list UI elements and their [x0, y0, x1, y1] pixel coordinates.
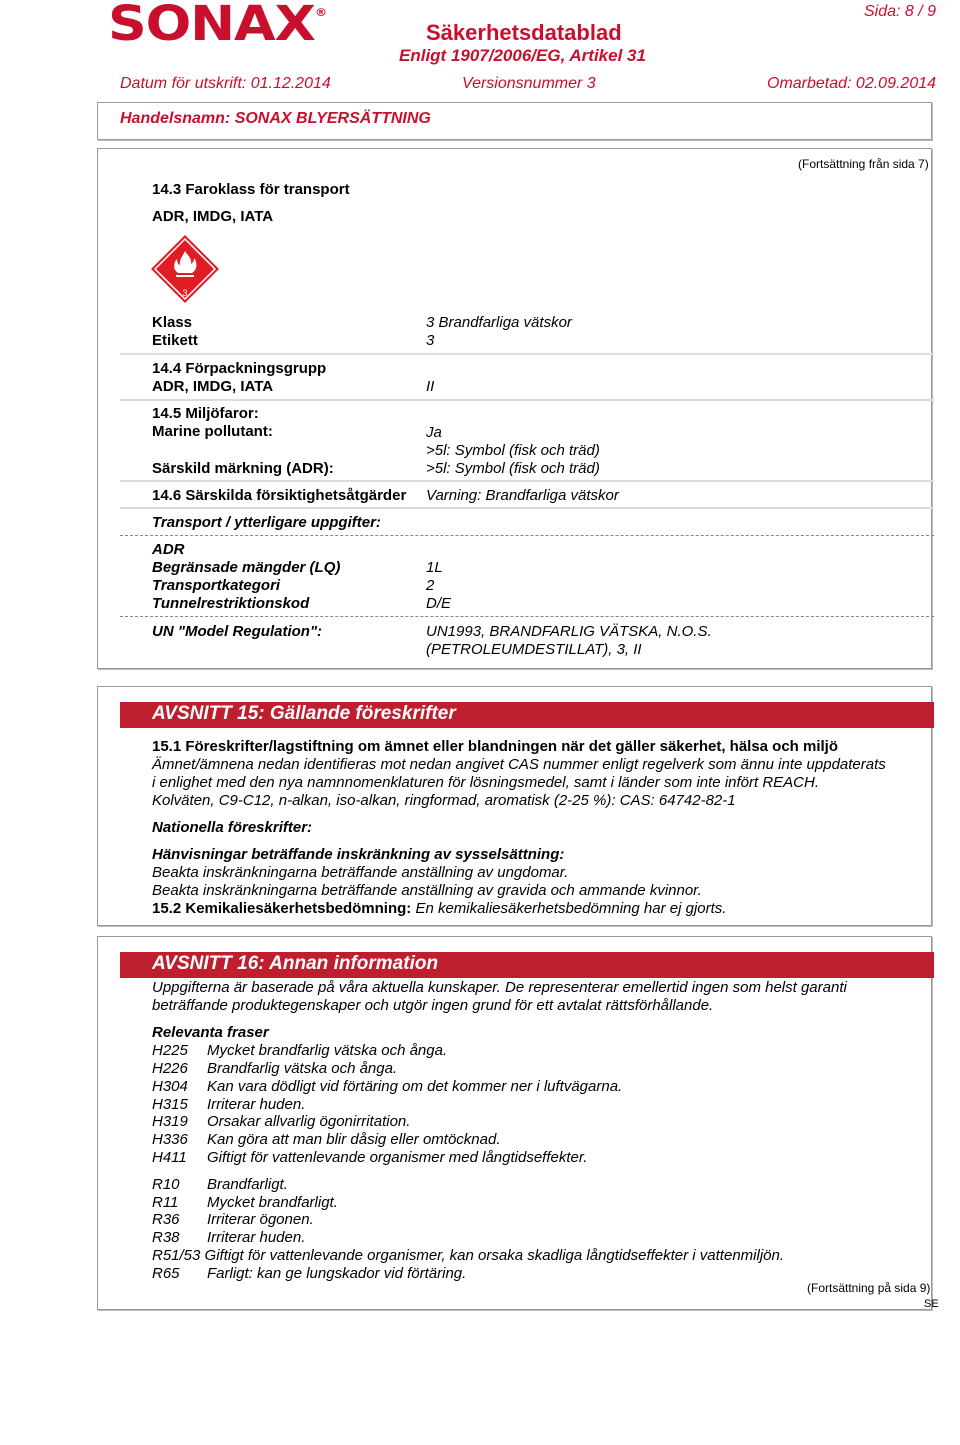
h-phrase-code: H304 — [152, 1078, 188, 1095]
h-phrase-code: H411 — [152, 1149, 187, 1166]
marine-pollutant-value: Ja — [426, 424, 442, 441]
r-phrase-code: R11 — [152, 1194, 179, 1211]
h-phrase-text: Kan göra att man blir dåsig eller omtöcknad. — [207, 1131, 501, 1148]
transport-category-value: 2 — [426, 577, 435, 594]
h-phrase-text: Orsakar allvarlig ögonirritation. — [207, 1113, 411, 1130]
etikett-label: Etikett — [152, 332, 198, 349]
h-phrase-code: H225 — [152, 1042, 188, 1059]
lq-value: 1L — [426, 559, 443, 576]
continued-to: (Fortsättning på sida 9) — [807, 1281, 931, 1295]
heading-14-5: 14.5 Miljöfaror: — [152, 405, 259, 422]
r-phrase-code: R65 — [152, 1265, 180, 1282]
heading-15-2: 15.2 Kemikaliesäkerhetsbedömning: En kemikaliesäkerhetsbedömning har ej gjorts. — [152, 900, 727, 917]
h-phrase-text: Mycket brandfarlig vätska och ånga. — [207, 1042, 448, 1059]
h-phrase-code: H226 — [152, 1060, 188, 1077]
page-number: Sida: 8 / 9 — [864, 3, 937, 20]
section-15-title-bar — [120, 702, 934, 728]
s15-cas-line: Kolväten, C9-C12, n-alkan, iso-alkan, ringformad, aromatisk (2-25 %): CAS: 64742-82-1 — [152, 792, 736, 809]
h-phrase-text: Brandfarlig vätska och ånga. — [207, 1060, 398, 1077]
klass-label: Klass — [152, 314, 193, 331]
packing-group-value: II — [426, 378, 435, 395]
employment-line-2: Beakta inskränkningarna beträffande anställning av gravida och ammande kvinnor. — [152, 882, 702, 899]
un-model-label: UN "Model Regulation": — [152, 623, 323, 640]
transport-category-label: Transportkategori — [152, 577, 281, 594]
h-phrase-code: H336 — [152, 1131, 188, 1148]
s15-paragraph-2: i enlighet med den nya namnnomenklaturen för lösningsmedel, samt i länder som inte infört REACH. — [152, 774, 820, 791]
document-title: Säkerhetsdatablad — [426, 20, 622, 45]
etikett-value: 3 — [426, 332, 435, 349]
h-phrase-code: H319 — [152, 1113, 188, 1130]
employment-line-1: Beakta inskränkningarna beträffande anställning av ungdomar. — [152, 864, 569, 881]
relevant-phrases-heading: Relevanta fraser — [152, 1024, 269, 1041]
special-marking-label: Särskild märkning (ADR): — [152, 460, 334, 477]
r-phrase-text: Irriterar ögonen. — [207, 1211, 314, 1228]
h-phrase-text: Giftigt för vattenlevande organismer med långtidseffekter. — [207, 1149, 588, 1166]
heading-15-1: 15.1 Föreskrifter/lagstiftning om ämnet eller blandningen när det gäller säkerhet, hälsa och miljö — [152, 738, 839, 755]
employment-heading: Hänvisningar beträffande inskränkning av sysselsättning: — [152, 846, 565, 863]
heading-14-4: 14.4 Förpackningsgrupp — [152, 360, 327, 377]
s16-paragraph-1: Uppgifterna är baserade på våra aktuella kunskaper. De representerar emellertid ingen som helst garanti — [152, 979, 847, 996]
trade-name: Handelsnamn: SONAX BLYERSÄTTNING — [120, 110, 431, 127]
special-marking-value: >5l: Symbol (fisk och träd) — [426, 460, 600, 477]
s16-paragraph-2: beträffande produktegenskaper och utgör ingen grund för ett avtalat rättsförhållande. — [152, 997, 714, 1014]
lq-label: Begränsade mängder (LQ) — [152, 559, 341, 576]
r-phrase-text: Brandfarligt. — [207, 1176, 288, 1193]
un-model-value-1: UN1993, BRANDFARLIG VÄTSKA, N.O.S. — [426, 623, 712, 640]
h-phrase-code: H315 — [152, 1096, 188, 1113]
section-15-title: AVSNITT 15: Gällande föreskrifter — [152, 703, 456, 724]
national-regulations: Nationella föreskrifter: — [152, 819, 313, 836]
flammable-liquid-pictogram-icon — [150, 234, 220, 304]
version-number: Versionsnummer 3 — [462, 75, 596, 92]
adr-heading: ADR — [152, 541, 185, 558]
r-phrase-code: R10 — [152, 1176, 180, 1193]
language-code: SE — [924, 1298, 939, 1310]
section-16-title: AVSNITT 16: Annan information — [152, 953, 439, 974]
r-phrase-r5153: R51/53 Giftigt för vattenlevande organismer, kan orsaka skadliga långtidseffekter i vattenmiljön. — [152, 1247, 785, 1264]
print-date: Datum för utskrift: 01.12.2014 — [120, 75, 331, 92]
s15-paragraph-1: Ämnet/ämnena nedan identifieras mot nedan angivet CAS nummer enligt regelverk som ännu inte uppdaterats — [152, 756, 886, 773]
r-phrase-text: Mycket brandfarligt. — [207, 1194, 338, 1211]
svg-text:3: 3 — [182, 288, 188, 298]
sonax-logo: SONAX® — [108, 0, 327, 52]
r-phrase-code: R38 — [152, 1229, 180, 1246]
r-phrase-code: R36 — [152, 1211, 180, 1228]
klass-value: 3 Brandfarliga vätskor — [426, 314, 572, 331]
section-16-title-bar — [120, 952, 934, 978]
revised-date: Omarbetad: 02.09.2014 — [767, 75, 937, 92]
tunnel-code-value: D/E — [426, 595, 452, 612]
transport-modes-1: ADR, IMDG, IATA — [152, 208, 274, 225]
h-phrase-text: Irriterar huden. — [207, 1096, 306, 1113]
heading-14-6-value: Varning: Brandfarliga vätskor — [426, 487, 619, 504]
tunnel-code-label: Tunnelrestriktionskod — [152, 595, 310, 612]
heading-14-3: 14.3 Faroklass för transport — [152, 181, 350, 198]
marine-pollutant-symbol: >5l: Symbol (fisk och träd) — [426, 442, 600, 459]
un-model-value-2: (PETROLEUMDESTILLAT), 3, II — [426, 641, 642, 658]
transport-extra-heading: Transport / ytterligare uppgifter: — [152, 514, 381, 531]
r-phrase-text: Irriterar huden. — [207, 1229, 306, 1246]
continued-from: (Fortsättning från sida 7) — [798, 157, 929, 171]
transport-modes-2: ADR, IMDG, IATA — [152, 378, 274, 395]
document-subtitle: Enligt 1907/2006/EG, Artikel 31 — [399, 46, 646, 65]
h-phrase-text: Kan vara dödligt vid förtäring om det kommer ner i luftvägarna. — [207, 1078, 623, 1095]
r-phrase-text: Farligt: kan ge lungskador vid förtäring. — [207, 1265, 467, 1282]
heading-14-6: 14.6 Särskilda försiktighetsåtgärder — [152, 487, 407, 504]
marine-pollutant-label: Marine pollutant: — [152, 423, 273, 440]
